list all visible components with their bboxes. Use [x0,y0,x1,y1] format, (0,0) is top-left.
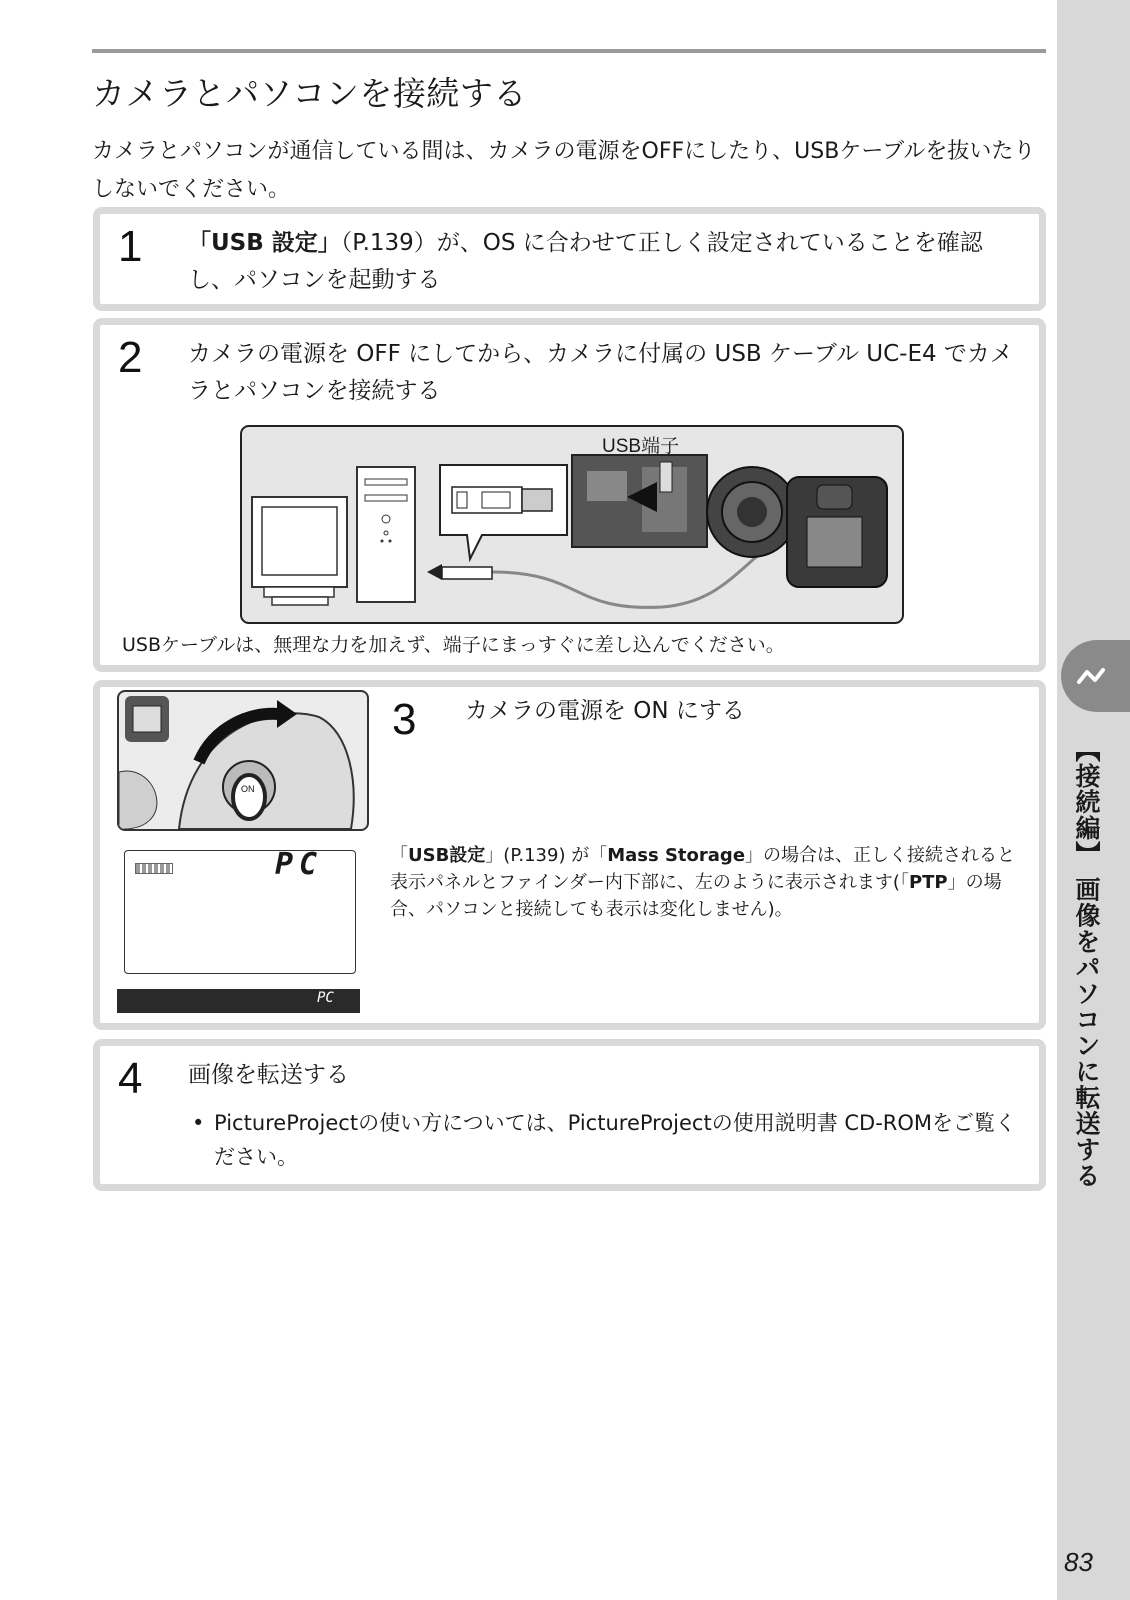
step-4-bullet-text: PictureProjectの使い方については、PictureProjectの使用説明書 CD-ROMをご覧ください。 [214,1111,1017,1169]
intro-paragraph: カメラとパソコンが通信している間は、カメラの電源をOFFにしたり、USBケーブルを抜いたりしないでください。 [92,139,1036,202]
monitor-icon [252,497,347,605]
camera-icon [707,467,887,587]
note-part-1: 「 [390,845,408,866]
chapter-tab [1061,640,1130,712]
svg-text:ON: ON [241,784,255,794]
pc-tower-icon [357,467,415,602]
step-1-box [93,207,1046,311]
step-2-number: 2 [118,333,143,382]
step-3-text: カメラの電源を ON にする [465,698,745,724]
chapter-vertical-title: 【接続編】 画像をパソコンに転送する [1072,737,1101,1189]
usb-port-closeup [572,455,707,547]
step-1-rest: （P.139）が、OS に合わせて正しく設定されていることを確認し、パソコンを起動する [188,230,983,293]
power-switch-illustration [117,690,369,831]
step-4-text: 画像を転送する [188,1062,349,1088]
power-lever-icon [233,775,265,819]
usb-connection-illustration [240,425,904,624]
step-4-number: 4 [118,1054,143,1103]
usb-plug-callout [440,465,567,559]
step-3-note [390,842,1030,923]
usb-port-label: USB端子 [602,436,680,457]
control-panel-display [124,847,356,974]
note-bold-usb-setting: USB設定 [408,845,486,866]
note-part-4: 」の場合、パソコンと接続しても表示は変化しません)。 [390,872,1002,920]
viewfinder-pc-indicator: PC [317,990,334,1006]
top-divider [92,49,1046,53]
page-title: カメラとパソコンを接続する [92,74,527,113]
step-1-number: 1 [118,222,143,271]
step-3-number: 3 [392,695,417,744]
step-2-box [93,318,1046,672]
step-1-bold: 「USB 設定」 [188,230,341,256]
page-number: 83 [1064,1547,1093,1577]
note-bold-mass-storage: Mass Storage [607,845,746,866]
note-part-2: 」(P.139) が「 [485,845,608,866]
battery-icon [135,863,173,874]
note-part-3: 」の場合は、正しく接続されると表示パネルとファインダー内下部に、左のように表示されます(「 [390,845,1016,893]
step-1-text [188,225,1018,299]
power-switch-svg [119,692,367,829]
step-2-text: カメラの電源を OFF にしてから、カメラに付属の USB ケーブル UC-E4 でカメラとパソコンを接続する [188,341,1013,404]
step-2-caption: USBケーブルは、無理な力を加えず、端子にまっすぐに差し込んでください。 [122,634,785,656]
connection-icon [1061,640,1130,712]
viewfinder-display [117,989,360,1013]
step-4-bullet [192,1106,1022,1174]
usb-diagram-svg [242,427,902,622]
arrow-left-icon [427,564,442,580]
lcd-pc-indicator: PC [275,847,324,882]
step-3-box [93,680,1046,1030]
note-bold-ptp: PTP [908,872,948,893]
bullet-dot-icon: • [192,1111,205,1135]
step-4-box [93,1039,1046,1191]
